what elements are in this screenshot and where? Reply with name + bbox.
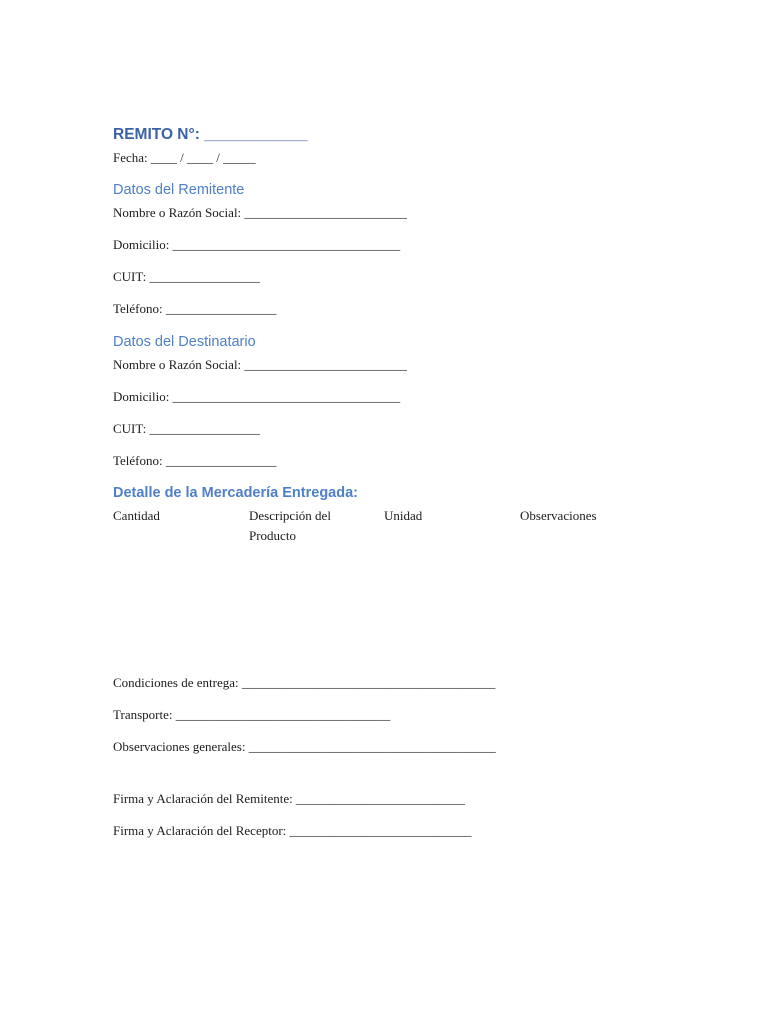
delivery-conditions-field: Condiciones de entrega: _______________________________________	[113, 675, 496, 690]
sender-name-field: Nombre o Razón Social: _________________________	[113, 205, 407, 220]
column-header-description: Descripción del Producto	[249, 508, 331, 543]
date-field: Fecha: ____ / ____ / _____	[113, 150, 256, 165]
column-header-quantity: Cantidad	[113, 508, 160, 523]
remito-number-title: REMITO N°: ____________	[113, 126, 308, 143]
transport-field: Transporte: _________________________________	[113, 707, 391, 722]
column-header-unit: Unidad	[384, 508, 423, 523]
recipient-address-field: Domicilio: ___________________________________	[113, 389, 401, 404]
sender-signature-field: Firma y Aclaración del Remitente: __________________________	[113, 791, 466, 806]
general-observations-field: Observaciones generales: ______________________________________	[113, 739, 496, 754]
goods-heading: Detalle de la Mercadería Entregada:	[113, 485, 358, 501]
recipient-name-field: Nombre o Razón Social: _________________________	[113, 357, 407, 372]
column-header-observations: Observaciones	[520, 508, 597, 523]
sender-heading: Datos del Remitente	[113, 182, 245, 198]
sender-address-field: Domicilio: ___________________________________	[113, 237, 401, 252]
recipient-heading: Datos del Destinatario	[113, 334, 256, 350]
sender-cuit-field: CUIT: _________________	[113, 269, 261, 284]
receiver-signature-field: Firma y Aclaración del Receptor: ____________________________	[113, 823, 472, 838]
sender-phone-field: Teléfono: _________________	[113, 301, 277, 316]
recipient-cuit-field: CUIT: _________________	[113, 421, 261, 436]
recipient-phone-field: Teléfono: _________________	[113, 453, 277, 468]
